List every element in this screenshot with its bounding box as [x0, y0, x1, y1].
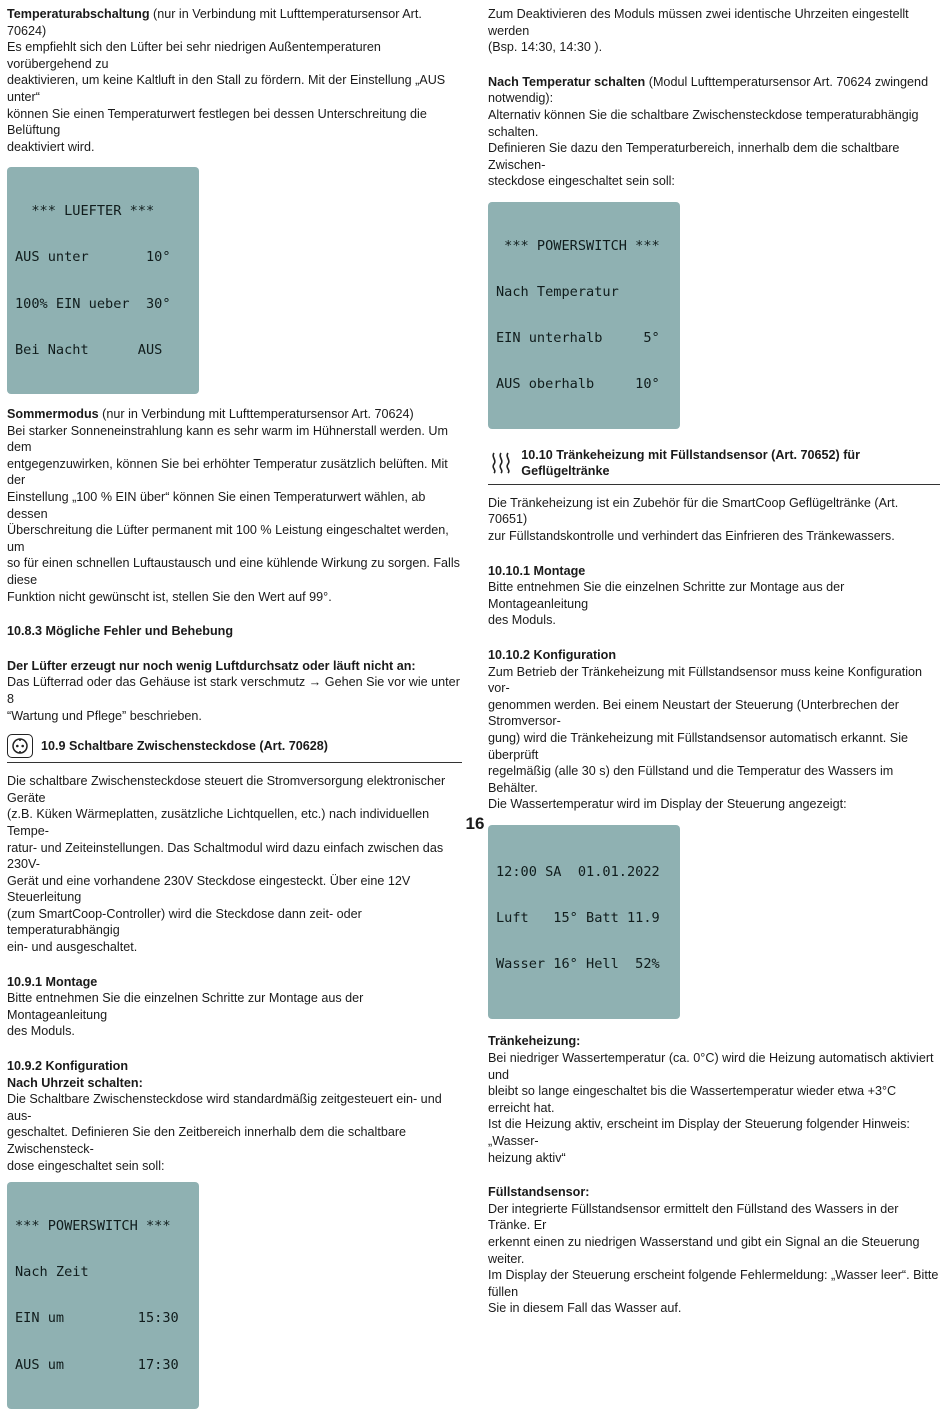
montage-heading-right: 10.10.1 Montage [488, 563, 586, 578]
temp-line: Es empfiehlt sich den Lüfter bei sehr niedrigen Außentemperaturen vorübergehend zu [7, 40, 381, 71]
section-10-9-title: 10.9 Schaltbare Zwischensteckdose (Art. 70628) [41, 738, 328, 753]
clock-line: Die Schaltbare Zwischensteckdose wird standardmäßig zeitgesteuert ein- und aus- [7, 1092, 442, 1123]
lcd-row: Bei Nacht AUS [15, 341, 163, 358]
lcd-row: 100% EIN ueber 30° [15, 295, 171, 312]
fill-line: Der integrierte Füllstandsensor ermittelt den Füllstand des Wassers in der Tränke. Er [488, 1201, 899, 1233]
temp-switch-title: Nach Temperatur schalten [488, 74, 646, 89]
config-line: regelmäßig (alle 30 s) den Füllstand und die Temperatur des Wassers im Behälter. [488, 764, 894, 795]
clock-line: geschaltet. Definieren Sie den Zeitbereich innerhalb dem die schaltbare Zwischensteck- [7, 1125, 407, 1156]
heating-line: Bei niedriger Wassertemperatur (ca. 0°C) wird die Heizung automatisch aktiviert und [488, 1050, 934, 1082]
temp-switch-line: Alternativ können Sie die schaltbare Zwischensteckdose temperaturabhängig schalten. [488, 107, 919, 139]
montage-line-right: Bitte entnehmen Sie die einzelnen Schritte zur Montage aus der Montageanleitung [488, 580, 845, 611]
heating-waves-icon [488, 451, 513, 475]
temp-switch-note2: notwendig): [488, 91, 554, 106]
lcd-powerswitch-time [7, 1182, 199, 1409]
sec1010-line: zur Füllstandskontrolle und verhindert das Einfrieren des Tränkewassers. [488, 529, 895, 543]
lcd-row: Nach Temperatur [496, 283, 619, 300]
lcd-row: Wasser 16° Hell 52% [496, 956, 660, 973]
summer-line: Einstellung „100 % EIN über“ können Sie einen Temperaturwert wählen, ab dessen [7, 490, 426, 521]
lcd-row: AUS oberhalb 10° [496, 376, 660, 393]
error-question: Der Lüfter erzeugt nur noch wenig Luftdurchsatz oder läuft nicht an: [7, 658, 416, 673]
section-10-9-heading [7, 734, 462, 763]
error-line: Das Lüfterrad oder das Gehäuse ist stark verschmutz → Gehen Sie vor wie unter 8 [7, 675, 460, 706]
lcd-row: Luft 15° Batt 11.9 [496, 909, 660, 926]
clock-subheading: Nach Uhrzeit schalten: [7, 1075, 143, 1090]
summer-line: so für einen schnellen Luftaustausch und eine kühlende Wirkung zu sorgen. Falls diese [7, 556, 460, 587]
temp-line: können Sie einen Temperaturwert festlegen bei dessen Unterschreitung die Belüftung [7, 106, 427, 138]
temp-note: (nur in Verbindung mit Lufttemperatursensor Art. 70624) [7, 7, 422, 38]
summer-line: Funktion nicht gewünscht ist, stellen Sie den Wert auf 99°. [7, 589, 332, 604]
temp-heading-line [7, 6, 462, 39]
config-heading: 10.9.2 Konfiguration [7, 1059, 129, 1074]
config-line: Zum Betrieb der Tränkeheizung mit Füllstandsensor muss keine Konfiguration vor- [488, 664, 922, 696]
temp-switch-note: (Modul Lufttemperatursensor Art. 70624 zwingend [645, 74, 929, 89]
page-number: 16 [465, 814, 485, 833]
section-10-10-heading [488, 447, 940, 485]
heating-line: heizung aktiv“ [488, 1150, 566, 1165]
sec109-line: (z.B. Küken Wärmeplatten, zusätzliche Lichtquellen, etc.) nach individuellen Tempe- [7, 807, 430, 838]
summer-heading-line [7, 406, 462, 423]
summer-line: Bei starker Sonneneinstrahlung kann es sehr warm im Hühnerstall werden. Um dem [7, 423, 448, 455]
fill-line: erkennt einen zu niedrigen Wasserstand und gibt ein Signal an die Steuerung weiter. [488, 1234, 920, 1266]
summer-note: (nur in Verbindung mit Lufttemperatursensor Art. 70624) [98, 407, 414, 422]
temp-line: deaktiviert wird. [7, 139, 95, 154]
montage-line-right: des Moduls. [488, 613, 556, 628]
summer-line: Überschreitung die Lüfter permanent mit 100 % Leistung eingeschaltet werden, um [7, 523, 449, 554]
deact-line: Zum Deaktivieren des Moduls müssen zwei identische Uhrzeiten eingestellt werden [488, 7, 909, 38]
config-heading-right: 10.10.2 Konfiguration [488, 647, 617, 662]
errors-heading: 10.8.3 Mögliche Fehler und Behebung [7, 624, 234, 639]
temp-title: Temperaturabschaltung [7, 7, 150, 21]
temp-switch-line: Definieren Sie dazu den Temperaturbereich, innerhalb dem die schaltbare Zwischen- [488, 141, 900, 172]
lcd-row: Nach Zeit [15, 1264, 89, 1281]
clock-line: dose eingeschaltet sein soll: [7, 1158, 165, 1173]
fill-sensor-subheading: Füllstandsensor: [488, 1185, 590, 1200]
sec109-line: (zum SmartCoop-Controller) wird die Steckdose dann zeit- oder temperaturabhängig [7, 906, 362, 938]
montage-heading: 10.9.1 Montage [7, 974, 98, 989]
lcd-row: AUS unter 10° [15, 249, 171, 266]
config-line: Die Wassertemperatur wird im Display der Steuerung angezeigt: [488, 797, 847, 812]
lcd-row: *** LUEFTER *** [15, 203, 155, 220]
config-line: genommen werden. Bei einem Neustart der Steuerung (Unterbrechen der Stromversor- [488, 697, 899, 729]
fill-line: Sie in diesem Fall das Wasser auf. [488, 1301, 682, 1316]
sec109-line: ein- und ausgeschaltet. [7, 940, 138, 955]
error-line: “Wartung und Pflege” beschrieben. [7, 708, 202, 723]
montage-line: Bitte entnehmen Sie die einzelnen Schritte zur Montage aus der Montageanleitung [7, 991, 364, 1022]
sec109-line: Die schaltbare Zwischensteckdose steuert die Stromversorgung elektronischer Geräte [7, 774, 446, 805]
temp-switch-line: steckdose eingeschaltet sein soll: [488, 174, 675, 189]
section-10-10-title: 10.10 Tränkeheizung mit Füllstandsensor (Art. 70652) für Geflügeltränke [521, 447, 861, 479]
summer-line: entgegenzuwirken, können Sie bei erhöhter Temperatur zusätzlich belüften. Mit der [7, 456, 448, 488]
temp-switch-heading-line [488, 74, 940, 91]
lcd-row: EIN unterhalb 5° [496, 330, 660, 347]
heating-line: Ist die Heizung aktiv, erscheint im Display der Steuerung folgender Hinweis: „Wasser- [488, 1117, 910, 1148]
lcd-row: 12:00 SA 01.01.2022 [496, 863, 660, 880]
left-column [7, 6, 462, 1415]
lcd-row: *** POWERSWITCH *** [496, 237, 660, 254]
sec1010-line: Die Tränkeheizung ist ein Zubehör für die SmartCoop Geflügeltränke (Art. 70651) [488, 495, 899, 527]
lcd-luefter [7, 167, 199, 394]
heating-line: bleibt so lange eingeschaltet bis die Wassertemperatur wieder etwa +3°C erreicht hat. [488, 1084, 897, 1115]
summer-title: Sommermodus [7, 407, 99, 422]
sec109-line: Gerät und eine vorhandene 230V Steckdose eingesteckt. Über eine 12V Steuerleitung [7, 873, 411, 905]
lcd-row: AUS um 17:30 [15, 1356, 179, 1373]
sec109-line: ratur- und Zeiteinstellungen. Das Schaltmodul wird dazu einfach zwischen das 230V- [7, 840, 444, 872]
fill-line: Im Display der Steuerung erscheint folgende Fehlermeldung: „Wasser leer“. Bitte füllen [488, 1268, 939, 1299]
montage-line: des Moduls. [7, 1024, 75, 1039]
deact-line: (Bsp. 14:30, 14:30 ). [488, 40, 603, 55]
lcd-powerswitch-temp [488, 202, 680, 429]
lcd-row: *** POWERSWITCH *** [15, 1218, 171, 1234]
config-line: gung) wird die Tränkeheizung mit Füllstandsensor automatisch erkannt. Sie überprüft [488, 730, 909, 762]
lcd-status-display [488, 825, 680, 1019]
heating-subheading: Tränkeheizung: [488, 1034, 581, 1049]
socket-icon [7, 734, 33, 758]
temp-line: deaktivieren, um keine Kaltluft in den Stall zu fördern. Mit der Einstellung „AUS unter“ [7, 73, 446, 104]
lcd-row: EIN um 15:30 [15, 1310, 179, 1327]
right-column [488, 6, 940, 1317]
